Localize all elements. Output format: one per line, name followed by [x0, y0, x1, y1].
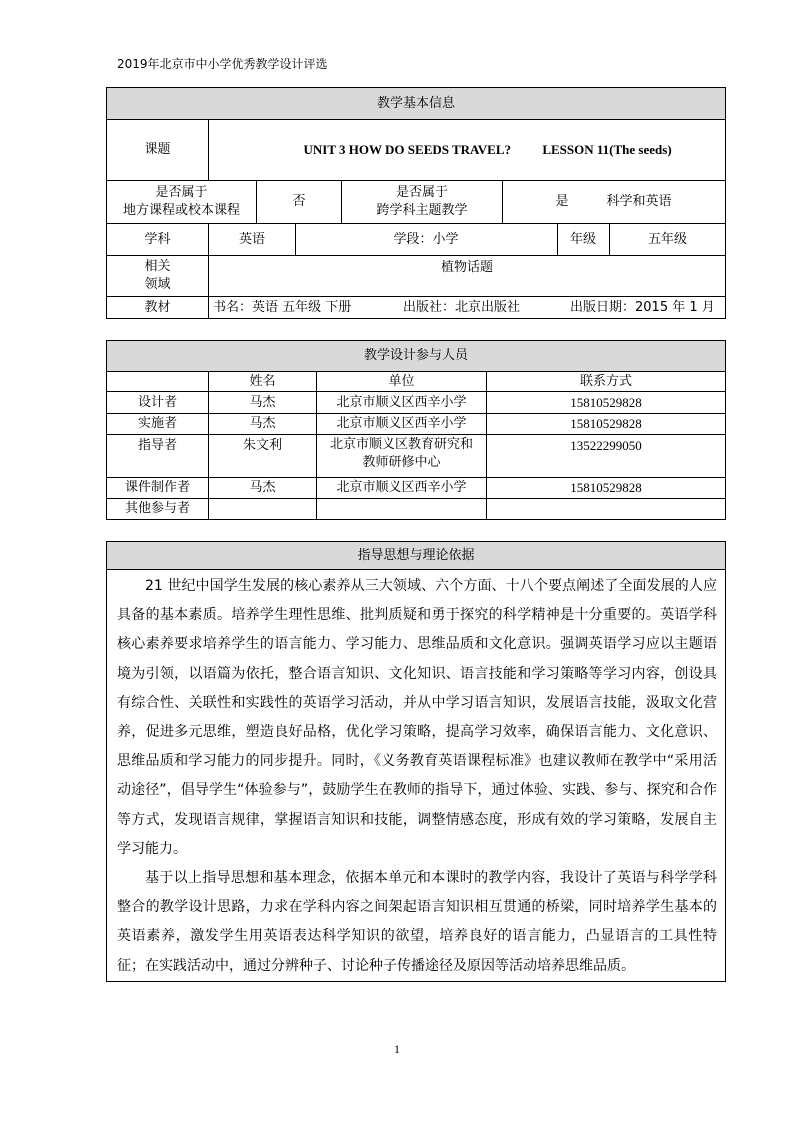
- participant-contact: [487, 499, 725, 519]
- page-header: 2019年北京市中小学优秀教学设计评选: [117, 57, 328, 71]
- participant-role: 其他参与者: [124, 501, 190, 516]
- participant-role: 课件制作者: [124, 480, 190, 495]
- participant-contact: 13522299050: [570, 437, 642, 453]
- topic-unit: UNIT 3 HOW DO SEEDS TRAVEL?: [303, 142, 511, 157]
- topic-label: 课题: [144, 142, 171, 157]
- guiding-paragraph-2: 基于以上指导思想和基本理念，依据本单元和本课时的教学内容，我设计了英语与科学学科整合的教学设计思路，力求在学科内容之间架起语言知识相互贯通的桥梁，同时培养学生基本的英语素养，激发学生用英语表达科学知识的欲望，培养良好的语言能力，凸显语言的工具性特征；在实践活动中，通过分辨种子、讨论种子传播途径及原因等活动培养思维品质。: [117, 870, 717, 974]
- guiding-title: 指导思想与理论依据: [107, 542, 725, 569]
- material-book: 书名：英语 五年级 下册: [213, 299, 352, 315]
- participant-role: 设计者: [137, 394, 177, 410]
- participant-name: 马杰: [249, 416, 276, 431]
- cross-discipline-subjects: 科学和英语: [606, 194, 672, 209]
- cross-discipline-label-2: 跨学科主题教学: [376, 203, 468, 218]
- local-course-label-1: 是否属于: [155, 185, 208, 200]
- participant-unit: [317, 435, 486, 477]
- participant-contact: 15810529828: [570, 480, 642, 495]
- cross-discipline-label-1: 是否属于: [395, 185, 448, 200]
- participants-title: 教学设计参与人员: [107, 341, 725, 371]
- guiding-section: [106, 541, 726, 982]
- guiding-body: [117, 572, 717, 981]
- local-course-label: [107, 181, 256, 223]
- material-label: 教材: [144, 299, 171, 315]
- participant-unit: 北京市顺义区西辛小学: [336, 480, 467, 495]
- participant-unit-line-2: 教师研修中心: [362, 455, 441, 470]
- participant-unit: 北京市顺义区西辛小学: [336, 416, 467, 431]
- field-label: [107, 256, 208, 296]
- field-value: 植物话题: [440, 260, 493, 275]
- grade-label: 年级: [569, 231, 596, 247]
- participant-name: 朱文利: [242, 437, 282, 453]
- col-header-name: 姓名: [249, 373, 276, 389]
- participant-contact: 15810529828: [570, 394, 642, 410]
- material-publisher: 出版社：北京出版社: [403, 299, 521, 315]
- subject-value: 英语: [238, 231, 265, 247]
- participants-table: [106, 340, 726, 520]
- participant-unit: [317, 499, 486, 519]
- material-date: 出版日期：2015 年 1 月: [570, 299, 715, 315]
- cross-discipline-value: 是: [555, 194, 569, 209]
- basic-info-table: [106, 87, 726, 319]
- field-label-1: 相关: [144, 259, 171, 274]
- participant-unit: 北京市顺义区西辛小学: [336, 394, 467, 410]
- col-header-unit: 单位: [388, 373, 415, 389]
- field-label-2: 领域: [144, 277, 171, 292]
- basic-info-title: 教学基本信息: [107, 88, 725, 119]
- participant-role: 指导者: [137, 437, 177, 453]
- school-stage: 学段：小学: [393, 231, 459, 247]
- grade-value: 五年级: [647, 231, 687, 247]
- cross-discipline-label: [342, 181, 502, 223]
- participant-role: 实施者: [137, 416, 177, 431]
- participant-name: 马杰: [249, 394, 276, 410]
- participant-contact: 15810529828: [570, 416, 642, 431]
- participant-name: 马杰: [249, 480, 276, 495]
- participant-name: [209, 499, 316, 519]
- guiding-paragraph-1: 21 世纪中国学生发展的核心素养从三大领域、六个方面、十八个要点阐述了全面发展的人应具备的基本素质。培养学生理性思维、批判质疑和勇于探究的科学精神是十分重要的。英语学科核心素养要求培养学生的语言能力、学习能力、思维品质和文化意识。强调英语学习应以主题语境为引领，以语篇为依托，整合语言知识、文化知识、语言技能和学习策略等学习内容，创设具有综合性、关联性和实践性的英语学习活动，并从中学习语言知识，发展语言技能，汲取文化营养，促进多元思维，塑造良好品格，优化学习策略，提高学习效率，确保语言能力、文化意识、思维品质和学习能力的同步提升。同时，《义务教育英语课程标准》也建议教师在教学中“采用活动途径”，倡导学生“体验参与”，鼓励学生在教师的指导下，通过体验、实践、参与、探究和合作等方式，发现语言规律，掌握语言知识和技能，调整情感态度，形成有效的学习策略，发展自主学习能力。: [117, 578, 717, 857]
- col-header-contact: 联系方式: [579, 373, 632, 389]
- participant-unit-line-1: 北京市顺义区教育研究和: [329, 437, 473, 452]
- local-course-label-2: 地方课程或校本课程: [122, 203, 240, 218]
- local-course-value: 否: [292, 194, 306, 209]
- subject-label: 学科: [144, 231, 171, 247]
- page-number: 1: [394, 1042, 400, 1056]
- topic-lesson: LESSON 11(The seeds): [542, 142, 672, 157]
